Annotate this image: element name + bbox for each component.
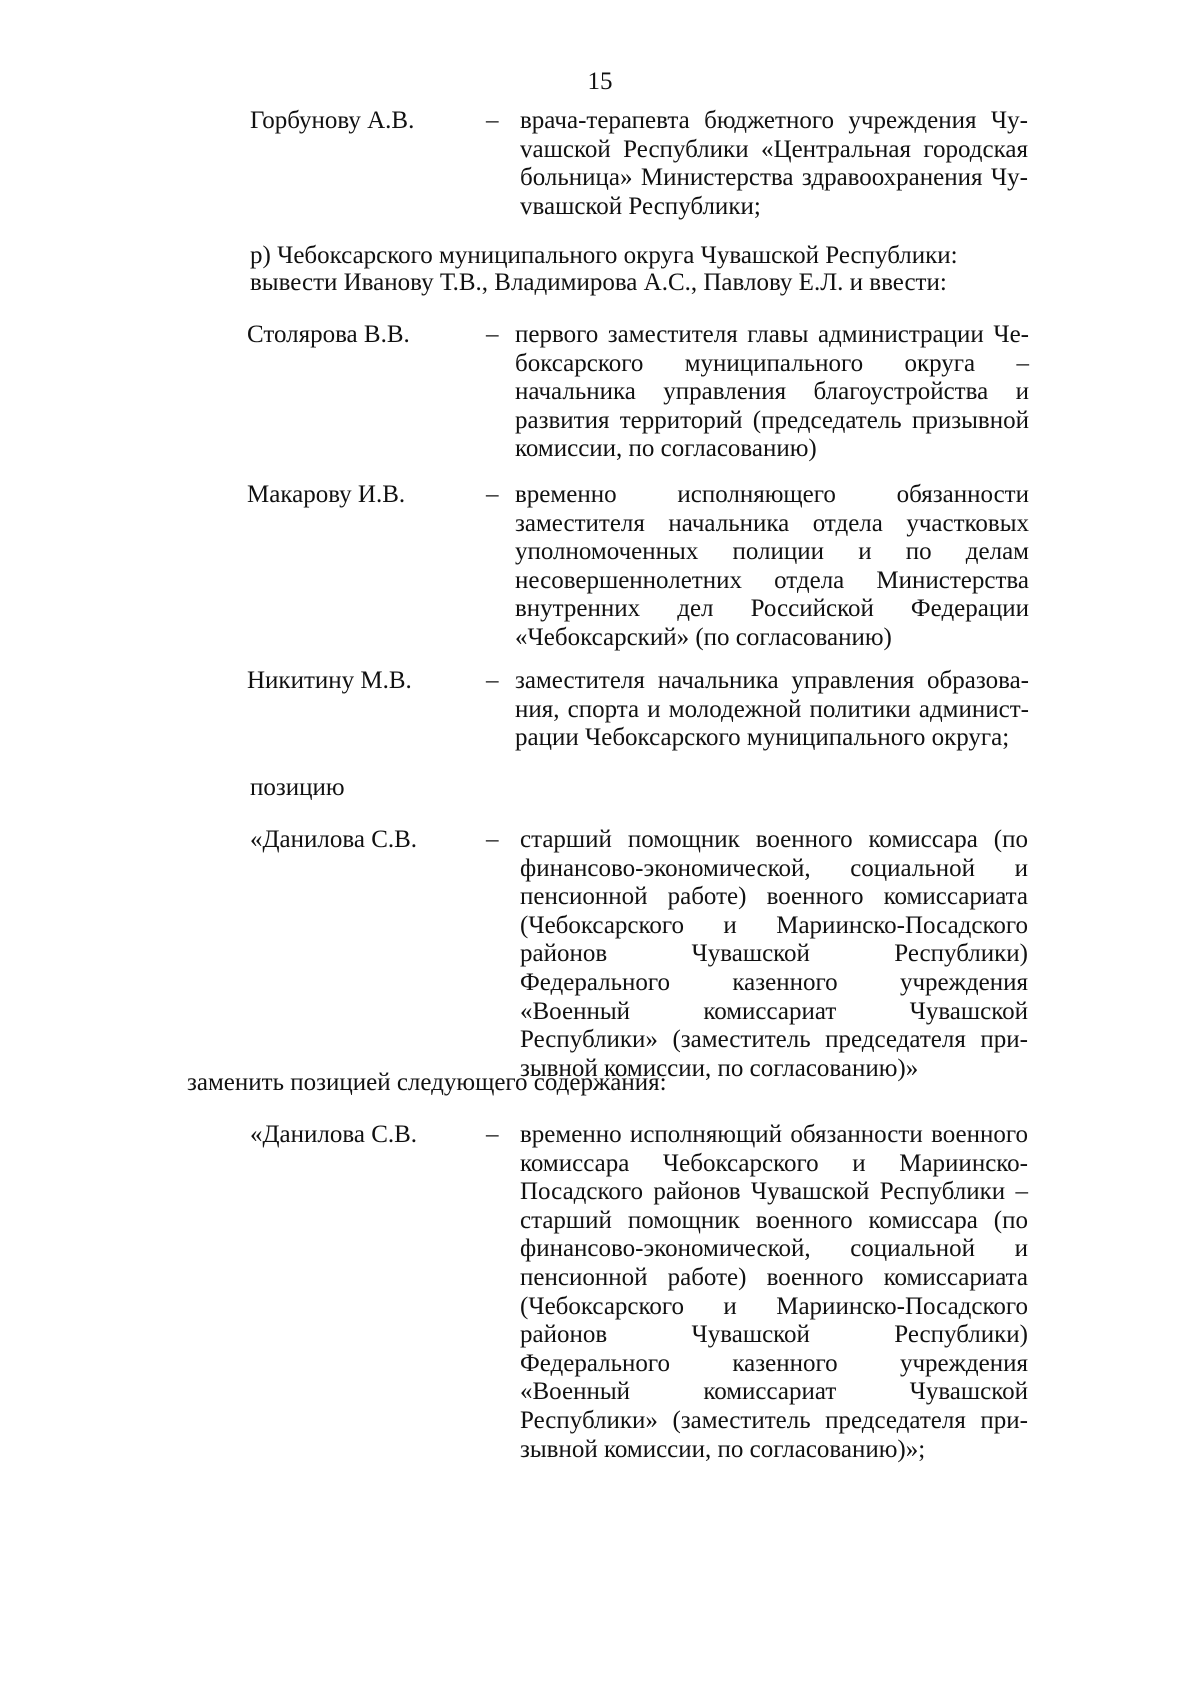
entry-gorbunova [250,107,1030,227]
entry-name: Никитину М.В. [247,667,412,694]
replace-text: заменить позицией следующего содержания: [187,1069,667,1096]
entry-dash: – [486,667,499,694]
entry-name: «Данилова С.В. [250,826,418,853]
entry-nikitina [247,667,1031,759]
entry-stolyarova [247,321,1031,466]
section-heading: р) Чебоксарского муниципального округа Чувашской Республики: [250,242,958,269]
entry-dash: – [486,481,499,508]
entry-makarova [247,481,1031,656]
entry-name: Горбунову А.В. [250,107,415,134]
entry-name: Столярова В.В. [247,321,410,348]
entry-description: врача-терапевта бюджетного учреждения Чуvашской Республики «Центральная городская больница» Министерства здравоохранения Чуvвашской Республики; [520,107,1028,220]
entry-dash: – [486,107,499,134]
entry-old-danilova [250,826,1030,1082]
entry-description: первого заместителя главы администрации Чебоксарского муниципального округа – начальника управления благоустройства и развития территорий (председатель призывной комиссии, по согласованию) [515,321,1029,463]
entry-new-danilova [250,1121,1030,1463]
entry-description: временно исполняющий обязанности военного комиссара Чебоксарского и Мариинско-Посадского районов Чувашской Республики – старший помощник военного комиссара (по финансово-экономической, социальной и пенсионной работе) военного комиссариата (Чебоксарского и Мариинско-Посадского районов Чувашской Республики) Федерального казенного учреждения «Военный комиссариат Чувашской Республики» (заместитель председателя призывной комиссии, по согласованию)»; [520,1121,1028,1463]
page-number: 15 [587,68,613,95]
entry-dash: – [486,321,499,348]
entry-name: «Данилова С.В. [250,1121,418,1148]
section-instruction: вывести Иванову Т.В., Владимирова А.С., Павлову Е.Л. и ввести: [250,269,947,296]
entry-dash: – [486,826,499,853]
entry-description: старший помощник военного комиссара (по финансово-экономической, социальной и пенсионной работе) военного комиссариата (Чебоксарского и Мариинско-Посадского районов Чувашской Республики) Федерального казенного учреждения «Военный комиссариат Чувашской Республики» (заместитель председателя призывной комиссии, по согласованию)» [520,826,1028,1082]
position-label: позицию [250,774,345,801]
entry-name: Макарову И.В. [247,481,406,508]
entry-dash: – [486,1121,499,1148]
entry-description: заместителя начальника управления образования, спорта и молодежной политики администрации Чебоксарского муниципального округа; [515,667,1029,752]
entry-description: временно исполняющего обязанности заместителя начальника отдела участковых уполномоченных полиции и по делам несовершеннолетних отдела Министерства внутренних дел Российской Федерации «Чебоксарский» (по согласованию) [515,481,1029,651]
